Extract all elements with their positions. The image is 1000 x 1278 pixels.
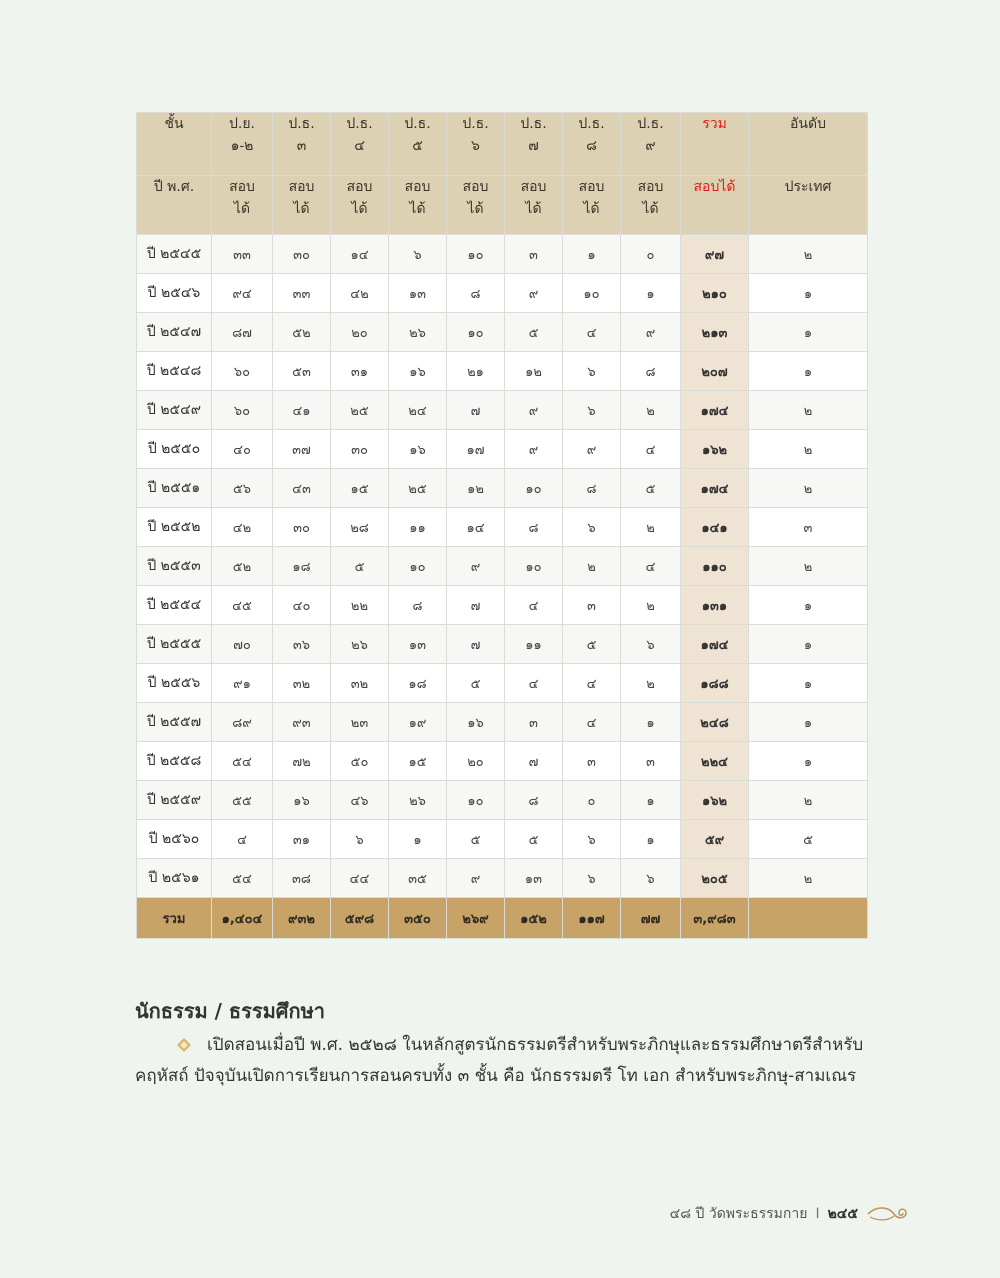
rank-cell: ๒	[749, 235, 868, 274]
header-cell-8	[621, 113, 681, 176]
count-cell: ๕๓	[273, 352, 331, 391]
count-cell: ๒๕	[331, 391, 389, 430]
count-cell: ๓๗	[273, 430, 331, 469]
table-row	[137, 274, 868, 313]
total-cell: ๑๑๐	[681, 547, 749, 586]
subheader-cell-4	[389, 176, 447, 235]
rank-cell: ๑	[749, 703, 868, 742]
count-cell: ๙	[563, 430, 621, 469]
count-cell: ๑๘	[389, 664, 447, 703]
sum-cell: ๙๓๒	[273, 898, 331, 939]
count-cell: ๕	[447, 820, 505, 859]
count-cell: ๑๑	[389, 508, 447, 547]
sum-cell: ๑๑๗	[563, 898, 621, 939]
total-cell: ๑๓๑	[681, 586, 749, 625]
rank-cell: ๕	[749, 820, 868, 859]
header-line-2: ได้	[351, 201, 368, 217]
year-cell: ปี ๒๕๕๗	[137, 703, 212, 742]
year-cell: ปี ๒๕๔๖	[137, 274, 212, 313]
total-cell: ๙๗	[681, 235, 749, 274]
count-cell: ๓	[563, 742, 621, 781]
count-cell: ๑๐	[447, 781, 505, 820]
count-cell: ๘	[447, 274, 505, 313]
count-cell: ๓๕	[389, 859, 447, 898]
total-cell: ๑๖๒	[681, 430, 749, 469]
header-line-1: ป.ธ.	[288, 116, 315, 132]
count-cell: ๑๗	[447, 430, 505, 469]
total-cell: ๒๐๗	[681, 352, 749, 391]
count-cell: ๔	[621, 547, 681, 586]
total-cell: ๕๙	[681, 820, 749, 859]
header-line-1: ป.ธ.	[578, 116, 605, 132]
count-cell: ๑	[621, 781, 681, 820]
year-cell: ปี ๒๕๕๓	[137, 547, 212, 586]
rank-cell: ๑	[749, 664, 868, 703]
count-cell: ๔	[621, 430, 681, 469]
header-cell-9: รวม	[681, 113, 749, 176]
year-cell: ปี ๒๕๔๕	[137, 235, 212, 274]
count-cell: ๙๔	[212, 274, 273, 313]
header-line-1: ป.ธ.	[346, 116, 373, 132]
count-cell: ๒๒	[331, 586, 389, 625]
section-title: นักธรรม / ธรรมศึกษา	[135, 999, 325, 1023]
count-cell: ๒	[621, 664, 681, 703]
count-cell: ๕	[505, 820, 563, 859]
count-cell: ๑๐	[389, 547, 447, 586]
count-cell: ๒๘	[331, 508, 389, 547]
year-cell: ปี ๒๕๕๕	[137, 625, 212, 664]
year-cell: ปี ๒๕๖๑	[137, 859, 212, 898]
count-cell: ๓๘	[273, 859, 331, 898]
header-line-2: ๔	[354, 138, 365, 154]
count-cell: ๒๓	[331, 703, 389, 742]
count-cell: ๓	[563, 586, 621, 625]
sum-row	[137, 898, 868, 939]
header-cell-7	[563, 113, 621, 176]
header-line-1: สอบ	[578, 179, 605, 195]
count-cell: ๘๙	[212, 703, 273, 742]
sum-cell: ๑๕๒	[505, 898, 563, 939]
header-row-subtitles	[137, 176, 868, 235]
count-cell: ๑	[621, 274, 681, 313]
header-line-2: ได้	[642, 201, 659, 217]
count-cell: ๑๓	[389, 274, 447, 313]
count-cell: ๕	[505, 313, 563, 352]
header-cell-0: ชั้น	[137, 113, 212, 176]
header-cell-10: อันดับ	[749, 113, 868, 176]
count-cell: ๕๐	[331, 742, 389, 781]
count-cell: ๑๓	[505, 859, 563, 898]
header-line-1: สอบ	[346, 179, 373, 195]
year-cell: ปี ๒๕๕๐	[137, 430, 212, 469]
count-cell: ๒๖	[389, 781, 447, 820]
sum-cell	[749, 898, 868, 939]
subheader-cell-6	[505, 176, 563, 235]
header-line-1: สอบ	[637, 179, 664, 195]
subheader-cell-2	[273, 176, 331, 235]
count-cell: ๙	[505, 391, 563, 430]
count-cell: ๑๔	[331, 235, 389, 274]
count-cell: ๓	[505, 703, 563, 742]
count-cell: ๑๕	[331, 469, 389, 508]
count-cell: ๕๔	[212, 859, 273, 898]
count-cell: ๖	[563, 391, 621, 430]
year-cell: ปี ๒๕๕๖	[137, 664, 212, 703]
count-cell: ๐	[563, 781, 621, 820]
count-cell: ๑	[389, 820, 447, 859]
total-cell: ๑๔๑	[681, 508, 749, 547]
table-row	[137, 469, 868, 508]
count-cell: ๖	[621, 859, 681, 898]
table-row	[137, 235, 868, 274]
count-cell: ๖	[563, 352, 621, 391]
total-cell: ๒๐๕	[681, 859, 749, 898]
diamond-bullet-icon	[177, 1038, 191, 1052]
rank-cell: ๒	[749, 430, 868, 469]
count-cell: ๔๑	[273, 391, 331, 430]
count-cell: ๖	[331, 820, 389, 859]
count-cell: ๔๐	[212, 430, 273, 469]
header-line-1: สอบ	[288, 179, 315, 195]
sum-label: รวม	[137, 898, 212, 939]
header-cell-4	[389, 113, 447, 176]
subheader-cell-8	[621, 176, 681, 235]
count-cell: ๒๐	[331, 313, 389, 352]
count-cell: ๙	[505, 274, 563, 313]
count-cell: ๕	[331, 547, 389, 586]
count-cell: ๓๐	[331, 430, 389, 469]
count-cell: ๑๖	[389, 430, 447, 469]
rank-cell: ๑	[749, 625, 868, 664]
year-cell: ปี ๒๕๔๗	[137, 313, 212, 352]
count-cell: ๒	[621, 586, 681, 625]
count-cell: ๐	[621, 235, 681, 274]
count-cell: ๖	[563, 859, 621, 898]
count-cell: ๗	[447, 586, 505, 625]
count-cell: ๓๓	[212, 235, 273, 274]
header-line-1: ป.ย.	[229, 116, 255, 132]
count-cell: ๘	[621, 352, 681, 391]
count-cell: ๔๐	[273, 586, 331, 625]
count-cell: ๙	[621, 313, 681, 352]
page-footer	[670, 1203, 910, 1225]
total-cell: ๑๗๔	[681, 391, 749, 430]
sum-cell: ๕๙๘	[331, 898, 389, 939]
header-row-levels	[137, 113, 868, 176]
subheader-cell-10: ประเทศ	[749, 176, 868, 235]
table-row	[137, 703, 868, 742]
count-cell: ๘	[389, 586, 447, 625]
section-paragraph	[135, 1030, 870, 1092]
header-line-2: ๗	[528, 138, 539, 154]
count-cell: ๑๓	[389, 625, 447, 664]
count-cell: ๒	[621, 391, 681, 430]
header-line-1: ป.ธ.	[462, 116, 489, 132]
count-cell: ๔	[505, 586, 563, 625]
count-cell: ๗	[505, 742, 563, 781]
header-line-2: ได้	[233, 201, 251, 217]
header-cell-1	[212, 113, 273, 176]
book-title: ๔๘ ปี วัดพระธรรมกาย	[669, 1206, 808, 1222]
count-cell: ๘	[505, 781, 563, 820]
table-row	[137, 664, 868, 703]
subheader-cell-9: สอบได้	[681, 176, 749, 235]
table-row	[137, 586, 868, 625]
count-cell: ๑	[563, 235, 621, 274]
header-cell-5	[447, 113, 505, 176]
count-cell: ๓	[621, 742, 681, 781]
table-row	[137, 781, 868, 820]
count-cell: ๑๖	[273, 781, 331, 820]
count-cell: ๙๑	[212, 664, 273, 703]
sum-cell: ๗๗	[621, 898, 681, 939]
count-cell: ๔๖	[331, 781, 389, 820]
table-row	[137, 625, 868, 664]
count-cell: ๒๐	[447, 742, 505, 781]
count-cell: ๒	[563, 547, 621, 586]
count-cell: ๓๒	[273, 664, 331, 703]
count-cell: ๖	[389, 235, 447, 274]
count-cell: ๑๐	[447, 235, 505, 274]
count-cell: ๓๑	[331, 352, 389, 391]
year-cell: ปี ๒๕๕๒	[137, 508, 212, 547]
table-row	[137, 430, 868, 469]
year-cell: ปี ๒๕๖๐	[137, 820, 212, 859]
count-cell: ๔๒	[331, 274, 389, 313]
total-cell: ๑๗๔	[681, 469, 749, 508]
count-cell: ๑๙	[389, 703, 447, 742]
subheader-cell-0: ปี พ.ศ.	[137, 176, 212, 235]
header-line-1: สอบ	[229, 179, 255, 195]
count-cell: ๑๖	[389, 352, 447, 391]
header-line-2: ได้	[409, 201, 426, 217]
paragraph-line-2: คฤหัสถ์ ปัจจุบันเปิดการเรียนการสอนครบทั้ง ๓ ชั้น คือ นักธรรมตรี โท เอก สำหรับพระภิกษุ-สามเณร	[135, 1066, 857, 1086]
count-cell: ๗	[447, 391, 505, 430]
table-row	[137, 391, 868, 430]
count-cell: ๒	[621, 508, 681, 547]
paragraph-line-1: เปิดสอนเมื่อปี พ.ศ. ๒๕๒๘ ในหลักสูตรนักธรรมตรีสำหรับพระภิกษุและธรรมศึกษาตรีสำหรับ	[207, 1035, 864, 1055]
header-line-2: ๙	[645, 138, 656, 154]
sum-cell: ๑,๔๐๔	[212, 898, 273, 939]
rank-cell: ๑	[749, 313, 868, 352]
year-cell: ปี ๒๕๕๔	[137, 586, 212, 625]
subheader-cell-1	[212, 176, 273, 235]
total-cell: ๒๑๐	[681, 274, 749, 313]
table-row	[137, 820, 868, 859]
year-cell: ปี ๒๕๔๘	[137, 352, 212, 391]
header-line-2: ๑-๒	[230, 138, 254, 154]
count-cell: ๖๐	[212, 391, 273, 430]
count-cell: ๖	[563, 820, 621, 859]
count-cell: ๓๐	[273, 235, 331, 274]
subheader-cell-7	[563, 176, 621, 235]
header-line-2: ๖	[471, 138, 480, 154]
count-cell: ๘	[563, 469, 621, 508]
rank-cell: ๑	[749, 742, 868, 781]
page-number: ๒๔๕	[827, 1206, 858, 1222]
count-cell: ๖	[621, 625, 681, 664]
count-cell: ๕๖	[212, 469, 273, 508]
count-cell: ๖๐	[212, 352, 273, 391]
exam-results-table	[136, 112, 868, 939]
count-cell: ๔๒	[212, 508, 273, 547]
count-cell: ๒๖	[389, 313, 447, 352]
count-cell: ๖	[563, 508, 621, 547]
header-line-1: สอบ	[462, 179, 489, 195]
count-cell: ๓๐	[273, 508, 331, 547]
count-cell: ๙๓	[273, 703, 331, 742]
count-cell: ๑	[621, 820, 681, 859]
header-line-2: ได้	[293, 201, 310, 217]
count-cell: ๔	[563, 313, 621, 352]
subheader-cell-5	[447, 176, 505, 235]
table-row	[137, 547, 868, 586]
count-cell: ๑๐	[563, 274, 621, 313]
count-cell: ๙	[447, 859, 505, 898]
count-cell: ๑๘	[273, 547, 331, 586]
count-cell: ๑๐	[447, 313, 505, 352]
sum-cell: ๓๕๐	[389, 898, 447, 939]
table-row	[137, 742, 868, 781]
count-cell: ๓๑	[273, 820, 331, 859]
total-cell: ๑๗๔	[681, 625, 749, 664]
header-cell-6	[505, 113, 563, 176]
table-row	[137, 313, 868, 352]
count-cell: ๘	[505, 508, 563, 547]
total-cell: ๒๔๘	[681, 703, 749, 742]
count-cell: ๔	[563, 703, 621, 742]
count-cell: ๑๕	[389, 742, 447, 781]
year-cell: ปี ๒๕๕๙	[137, 781, 212, 820]
rank-cell: ๑	[749, 352, 868, 391]
year-cell: ปี ๒๕๕๑	[137, 469, 212, 508]
count-cell: ๔	[505, 664, 563, 703]
rank-cell: ๓	[749, 508, 868, 547]
count-cell: ๕๒	[212, 547, 273, 586]
count-cell: ๑๔	[447, 508, 505, 547]
count-cell: ๒๔	[389, 391, 447, 430]
count-cell: ๒๖	[331, 625, 389, 664]
header-line-2: ได้	[583, 201, 600, 217]
sum-cell: ๒๖๙	[447, 898, 505, 939]
count-cell: ๕๕	[212, 781, 273, 820]
count-cell: ๗๒	[273, 742, 331, 781]
count-cell: ๒๑	[447, 352, 505, 391]
year-cell: ปี ๒๕๔๙	[137, 391, 212, 430]
rank-cell: ๒	[749, 469, 868, 508]
count-cell: ๕๒	[273, 313, 331, 352]
table-row	[137, 352, 868, 391]
total-cell: ๒๑๓	[681, 313, 749, 352]
total-cell: ๑๘๘	[681, 664, 749, 703]
count-cell: ๑๑	[505, 625, 563, 664]
header-line-2: ได้	[525, 201, 542, 217]
total-cell: ๒๒๔	[681, 742, 749, 781]
count-cell: ๕	[447, 664, 505, 703]
count-cell: ๕๔	[212, 742, 273, 781]
header-line-1: สอบ	[404, 179, 431, 195]
count-cell: ๑๒	[505, 352, 563, 391]
rank-cell: ๒	[749, 391, 868, 430]
count-cell: ๑๒	[447, 469, 505, 508]
rank-cell: ๑	[749, 274, 868, 313]
header-line-1: ป.ธ.	[404, 116, 431, 132]
header-cell-2	[273, 113, 331, 176]
count-cell: ๒๕	[389, 469, 447, 508]
header-line-2: ได้	[467, 201, 484, 217]
header-line-1: ป.ธ.	[520, 116, 547, 132]
subheader-cell-3	[331, 176, 389, 235]
rank-cell: ๒	[749, 859, 868, 898]
total-cell: ๑๖๒	[681, 781, 749, 820]
header-line-1: ป.ธ.	[637, 116, 664, 132]
table-row	[137, 859, 868, 898]
count-cell: ๑๐	[505, 469, 563, 508]
header-line-2: ๓	[296, 138, 307, 154]
count-cell: ๔	[563, 664, 621, 703]
count-cell: ๗๐	[212, 625, 273, 664]
year-cell: ปี ๒๕๕๘	[137, 742, 212, 781]
header-line-2: ๘	[586, 138, 597, 154]
rank-cell: ๒	[749, 547, 868, 586]
count-cell: ๑๐	[505, 547, 563, 586]
count-cell: ๗	[447, 625, 505, 664]
count-cell: ๔๔	[331, 859, 389, 898]
count-cell: ๓๖	[273, 625, 331, 664]
sum-cell: ๓,๙๘๓	[681, 898, 749, 939]
count-cell: ๔๓	[273, 469, 331, 508]
rank-cell: ๑	[749, 586, 868, 625]
count-cell: ๓๒	[331, 664, 389, 703]
count-cell: ๕	[563, 625, 621, 664]
table-row	[137, 508, 868, 547]
count-cell: ๑	[621, 703, 681, 742]
ornament-swirl-icon	[866, 1204, 910, 1224]
header-cell-3	[331, 113, 389, 176]
count-cell: ๘๗	[212, 313, 273, 352]
count-cell: ๔	[212, 820, 273, 859]
count-cell: ๑๖	[447, 703, 505, 742]
count-cell: ๙	[447, 547, 505, 586]
count-cell: ๓	[505, 235, 563, 274]
rank-cell: ๒	[749, 781, 868, 820]
header-line-1: สอบ	[520, 179, 547, 195]
count-cell: ๓๓	[273, 274, 331, 313]
footer-separator: I	[815, 1206, 820, 1222]
count-cell: ๕	[621, 469, 681, 508]
count-cell: ๙	[505, 430, 563, 469]
header-line-2: ๕	[412, 138, 423, 154]
count-cell: ๔๕	[212, 586, 273, 625]
